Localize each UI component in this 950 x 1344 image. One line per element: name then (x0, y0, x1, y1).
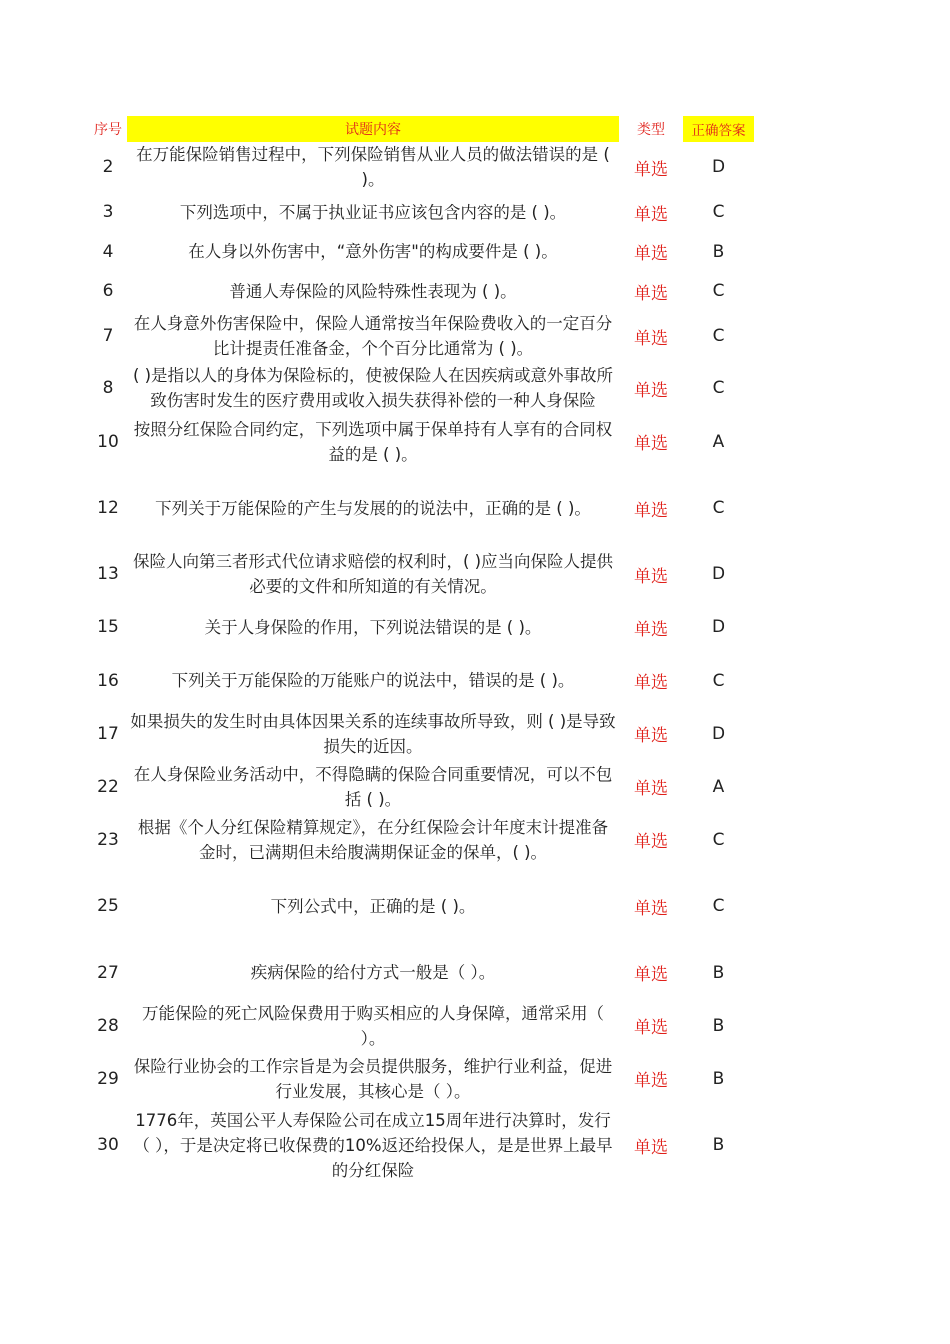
row-question-text: 在万能保险销售过程中，下列保险销售从业人员的做法错误的是 ( )。 (136, 145, 610, 189)
row-answer: C (712, 498, 725, 518)
row-question-text: 普通人寿保险的风险特殊性表现为 ( )。 (229, 281, 517, 301)
row-answer: B (712, 1015, 725, 1036)
row-answer: A (712, 431, 725, 452)
row-no: 25 (97, 896, 119, 916)
row-question-text: 下列关于万能保险的产生与发展的的说法中，正确的是 ( )。 (155, 498, 591, 518)
row-type: 单选 (634, 619, 668, 640)
row-no: 28 (97, 1015, 119, 1036)
row-answer: C (712, 326, 725, 346)
table-row (89, 813, 754, 866)
row-answer: D (711, 157, 726, 177)
row-no: 6 (102, 281, 114, 301)
row-question-text: 根据《个人分红保险精算规定》，在分红保险会计年度末计提准备金时，已满期但未给腹满期保证金的保单，( )。 (137, 817, 609, 862)
table-row (89, 999, 754, 1052)
row-no: 17 (97, 723, 119, 744)
row-no: 16 (97, 670, 119, 691)
row-question-text: 下列选项中，不属于执业证书应该包含内容的是 ( )。 (179, 202, 567, 222)
row-question-text: 疾病保险的给付方式一般是（ ）。 (250, 963, 496, 982)
table-row (89, 415, 754, 468)
row-no: 27 (97, 962, 119, 983)
table-row (89, 707, 754, 760)
row-type: 单选 (634, 328, 668, 349)
row-question (127, 311, 619, 361)
row-question (127, 707, 619, 760)
row-no: 7 (102, 326, 114, 346)
row-question-text: 保险行业协会的工作宗旨是为会员提供服务，维护行业利益，促进行业发展，其核心是（ ）。 (133, 1056, 613, 1101)
row-answer: C (712, 378, 725, 398)
row-no: 13 (97, 564, 119, 584)
table-row (89, 1052, 754, 1105)
row-type: 单选 (634, 1018, 668, 1038)
row-answer: C (712, 829, 725, 850)
row-type: 单选 (634, 832, 668, 852)
row-no: 30 (97, 1135, 119, 1155)
row-answer: C (712, 281, 725, 301)
row-question-text: 下列关于万能保险的万能账户的说法中，错误的是 ( )。 (171, 671, 575, 690)
row-question (127, 271, 619, 311)
row-type: 单选 (634, 779, 668, 799)
row-question (127, 415, 619, 468)
row-type: 单选 (634, 159, 668, 180)
row-answer: B (712, 962, 725, 983)
row-question-text: 在人身以外伤害中，“意外伤害"的构成要件是 ( )。 (188, 242, 558, 261)
row-answer: A (712, 776, 725, 797)
header-question: 试题内容 (127, 116, 619, 142)
row-question (127, 946, 619, 999)
question-table (89, 116, 754, 1185)
row-question-text: 关于人身保险的作用，下列说法错误的是 ( )。 (204, 617, 542, 637)
row-question (127, 866, 619, 946)
row-type: 单选 (634, 726, 668, 746)
row-question (127, 600, 619, 654)
row-question-text: 如果损失的发生时由具体因果关系的连续事故所导致，则 ( )是导致损失的近因。 (130, 711, 616, 756)
row-question (127, 999, 619, 1052)
header-row (89, 116, 754, 142)
row-no: 2 (102, 157, 114, 177)
row-question (127, 361, 619, 415)
table-row (89, 192, 754, 232)
row-question (127, 1052, 619, 1105)
row-type: 单选 (634, 434, 668, 454)
table-row (89, 271, 754, 311)
row-question (127, 813, 619, 866)
row-question (127, 232, 619, 271)
row-question-text: 保险人向第三者形式代位请求赔偿的权利时，( )应当向保险人提供必要的文件和所知道的有关情况。 (132, 552, 614, 596)
table-row (89, 548, 754, 600)
row-answer: D (711, 723, 726, 744)
table-row (89, 600, 754, 654)
row-no: 8 (102, 378, 114, 398)
row-question-text: 下列公式中，正确的是 ( )。 (270, 896, 476, 916)
row-answer: C (712, 202, 725, 222)
table-row (89, 1105, 754, 1185)
table-row (89, 654, 754, 707)
row-question-text: 1776年，英国公平人寿保险公司在成立15周年进行决算时，发行（ ），于是决定将已收保费的10%返还给投保人，是是世界上最早的分红保险 (133, 1111, 613, 1180)
row-question-text: 在人身意外伤害保险中，保险人通常按当年保险费收入的一定百分比计提责任准备金，个个百分比通常为 ( )。 (133, 314, 613, 358)
row-question-text: 万能保险的死亡风险保费用于购买相应的人身保障，通常采用（ ）。 (142, 1003, 604, 1048)
row-answer: D (711, 617, 726, 637)
row-no: 29 (97, 1068, 119, 1089)
header-answer: 正确答案 (683, 116, 754, 142)
question-sheet (89, 116, 754, 1185)
row-no: 4 (102, 241, 114, 262)
row-question (127, 548, 619, 600)
row-type: 单选 (634, 380, 668, 401)
row-no: 15 (97, 617, 119, 637)
table-row (89, 232, 754, 271)
row-question (127, 1105, 619, 1185)
row-question-text: 按照分红保险合同约定，下列选项中属于保单持有人享有的合同权益的是 ( )。 (133, 419, 613, 464)
row-type: 单选 (634, 898, 668, 919)
row-answer: C (712, 670, 725, 691)
header-type: 类型 (637, 122, 665, 138)
table-row (89, 946, 754, 999)
header-no: 序号 (94, 122, 122, 138)
row-type: 单选 (634, 283, 668, 304)
row-no: 23 (97, 829, 119, 850)
table-row (89, 866, 754, 946)
row-no: 12 (97, 498, 119, 518)
table-row (89, 311, 754, 361)
table-row (89, 468, 754, 548)
row-answer: B (712, 241, 725, 262)
table-row (89, 760, 754, 813)
row-no: 3 (102, 202, 114, 222)
row-answer: B (712, 1135, 725, 1155)
row-question-text: ( )是指以人的身体为保险标的，使被保险人在因疾病或意外事故所致伤害时发生的医疗费用或收入损失获得补偿的一种人身保险 (132, 366, 614, 410)
row-type: 单选 (634, 244, 668, 264)
row-type: 单选 (634, 965, 668, 985)
row-answer: D (711, 564, 726, 584)
row-no: 10 (97, 431, 119, 452)
row-type: 单选 (634, 673, 668, 693)
row-type: 单选 (634, 566, 668, 587)
row-question (127, 142, 619, 192)
row-answer: C (712, 896, 725, 916)
row-type: 单选 (634, 500, 668, 521)
row-type: 单选 (634, 1137, 668, 1158)
row-question-text: 在人身保险业务活动中，不得隐瞒的保险合同重要情况，可以不包括 ( )。 (133, 764, 613, 809)
row-type: 单选 (634, 204, 668, 225)
row-question (127, 654, 619, 707)
row-question (127, 468, 619, 548)
row-answer: B (712, 1068, 725, 1089)
row-type: 单选 (634, 1071, 668, 1091)
table-row (89, 361, 754, 415)
table-row (89, 142, 754, 192)
row-question (127, 192, 619, 232)
row-question (127, 760, 619, 813)
row-no: 22 (97, 776, 119, 797)
